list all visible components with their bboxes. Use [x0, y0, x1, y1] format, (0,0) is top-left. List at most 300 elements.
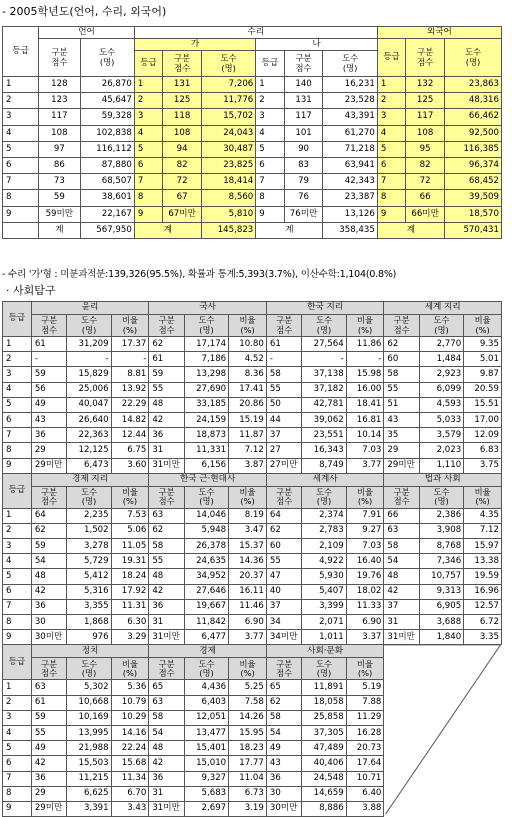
- ga-freq-cell: 23,825: [202, 157, 256, 173]
- cut-header: 구분 점수: [384, 486, 419, 508]
- cut-cell: 43: [266, 756, 301, 771]
- freq-cell: 33,185: [184, 397, 228, 412]
- freq-cell: 11,842: [184, 615, 228, 630]
- blank-cell: [3, 222, 39, 238]
- ratio-cell: 15.95: [229, 725, 267, 740]
- cut-cell: 42: [149, 584, 184, 599]
- ratio-cell: 10.80: [229, 337, 267, 352]
- freq-cell: 1,110: [419, 458, 463, 473]
- ga-freq-cell: 5,810: [202, 206, 256, 222]
- na-grade-cell: 3: [256, 109, 284, 125]
- foreign-cut-cell: 117: [406, 109, 445, 125]
- subject-header: 경제: [149, 645, 267, 658]
- cut-cell: 31미만: [149, 458, 184, 473]
- ratio-cell: 20.86: [229, 397, 267, 412]
- cut-cell: 61: [31, 337, 66, 352]
- foreign-cut-cell: 132: [406, 77, 445, 93]
- freq-cell: -: [67, 352, 111, 367]
- grade-cell: 4: [3, 725, 32, 740]
- cut-cell: 49: [266, 741, 301, 756]
- ratio-cell: 3.60: [111, 458, 149, 473]
- grade-cell: 7: [3, 771, 32, 786]
- grade-cell: 6: [3, 157, 39, 173]
- na-freq-cell: 61,270: [323, 125, 377, 141]
- cut-header: 구분 점수: [266, 486, 301, 508]
- ratio-cell: 20.73: [346, 741, 384, 756]
- cut-cell: 42: [149, 412, 184, 427]
- cut-cell: 47: [266, 569, 301, 584]
- freq-cell: 40,406: [302, 756, 346, 771]
- cut-header: 구분 점수: [31, 486, 66, 508]
- table-row: [3, 109, 502, 125]
- ratio-cell: 16.40: [346, 554, 384, 569]
- ratio-cell: 15.19: [229, 412, 267, 427]
- cut-cell: 37: [266, 428, 301, 443]
- freq-cell: 2,109: [302, 539, 346, 554]
- na-grade-header: 등급: [256, 51, 284, 77]
- freq-cell: 37,182: [302, 382, 346, 397]
- foreign-freq-cell: 92,500: [445, 125, 502, 141]
- cut-cell: 31미만: [149, 630, 184, 645]
- ratio-cell: 6.90: [346, 615, 384, 630]
- ratio-cell: 3.47: [229, 523, 267, 538]
- cut-cell: 60: [266, 539, 301, 554]
- freq-cell: 11,331: [184, 443, 228, 458]
- na-cut-cell: 131: [284, 93, 323, 109]
- foreign-grade-cell: 6: [377, 157, 405, 173]
- freq-cell: 5,407: [302, 584, 346, 599]
- foreign-freq-cell: 18,570: [445, 206, 502, 222]
- ratio-cell: 10.79: [111, 695, 149, 710]
- subject-header: 법과 사회: [384, 473, 502, 486]
- cut-cell: 62: [384, 337, 419, 352]
- ratio-cell: 19.59: [464, 569, 502, 584]
- ratio-cell: 3.43: [111, 801, 149, 816]
- ga-grade-cell: 7: [134, 174, 162, 190]
- table-row: [3, 382, 502, 397]
- ratio-cell: 18.02: [346, 584, 384, 599]
- lang-cut-cell: 123: [39, 93, 80, 109]
- math-ga-header: 가: [134, 39, 255, 51]
- cut-cell: 59: [149, 367, 184, 382]
- ratio-cell: 3.35: [464, 630, 502, 645]
- freq-cell: 7,186: [184, 352, 228, 367]
- cut-cell: 61: [149, 352, 184, 367]
- foreign-freq-cell: 68,452: [445, 174, 502, 190]
- cut-cell: 58: [266, 710, 301, 725]
- freq-cell: 11,891: [302, 680, 346, 695]
- ratio-cell: 11.29: [346, 710, 384, 725]
- cut-cell: 63: [149, 695, 184, 710]
- foreign-grade-header: 등급: [377, 39, 405, 77]
- ratio-header: 비율 (%): [111, 486, 149, 508]
- lang-freq-header: 도수 (명): [80, 39, 134, 77]
- grade-cell: 7: [3, 428, 32, 443]
- foreign-grade-cell: 8: [377, 190, 405, 206]
- subject-header: 한국 지리: [266, 302, 384, 315]
- freq-cell: 4,922: [302, 554, 346, 569]
- ratio-header: 비율 (%): [346, 486, 384, 508]
- freq-cell: 1,502: [67, 523, 111, 538]
- grade-cell: 7: [3, 174, 39, 190]
- na-freq-cell: 63,941: [323, 157, 377, 173]
- table-row: [3, 125, 502, 141]
- na-grade-cell: 8: [256, 190, 284, 206]
- ratio-cell: 22.29: [111, 397, 149, 412]
- grade-header: 등급: [3, 473, 32, 508]
- freq-cell: 14,046: [184, 508, 228, 523]
- cut-cell: 31미만: [149, 801, 184, 816]
- cut-cell: 31: [384, 615, 419, 630]
- cut-cell: 55: [266, 554, 301, 569]
- ratio-cell: 17.37: [111, 337, 149, 352]
- lang-freq-cell: 38,601: [80, 190, 134, 206]
- cut-cell: 29미만: [384, 458, 419, 473]
- ga-freq-cell: 15,702: [202, 109, 256, 125]
- subject-header: 윤리: [31, 302, 149, 315]
- freq-cell: 2,374: [302, 508, 346, 523]
- lang-cut-header: 구분 점수: [39, 39, 80, 77]
- table-row: [3, 174, 502, 190]
- ratio-cell: 17.77: [229, 756, 267, 771]
- na-cut-cell: 76: [284, 190, 323, 206]
- freq-cell: 12,051: [184, 710, 228, 725]
- ratio-cell: -: [111, 352, 149, 367]
- page-title: - 2005학년도(언어, 수리, 외국어): [2, 5, 167, 18]
- freq-cell: 1,840: [419, 630, 463, 645]
- subject-header: 세계사: [266, 473, 384, 486]
- freq-cell: 16,343: [302, 443, 346, 458]
- grade-cell: 2: [3, 93, 39, 109]
- freq-cell: 17,174: [184, 337, 228, 352]
- ga-cut-cell: 108: [163, 125, 202, 141]
- cut-cell: 58: [384, 539, 419, 554]
- freq-cell: 5,948: [184, 523, 228, 538]
- freq-cell: 39,062: [302, 412, 346, 427]
- lang-cut-cell: 73: [39, 174, 80, 190]
- table-row: [3, 458, 502, 473]
- cut-cell: 27: [266, 443, 301, 458]
- cut-cell: 37: [384, 599, 419, 614]
- lang-freq-cell: 116,112: [80, 141, 134, 157]
- na-cut-cell: 79: [284, 174, 323, 190]
- ga-grade-header: 등급: [134, 51, 162, 77]
- ga-freq-cell: 8,560: [202, 190, 256, 206]
- ratio-cell: 8.19: [229, 508, 267, 523]
- cut-cell: 64: [31, 508, 66, 523]
- lang-freq-cell: 102,838: [80, 125, 134, 141]
- lang-freq-cell: 68,507: [80, 174, 134, 190]
- cut-cell: 36: [31, 599, 66, 614]
- table-row: [3, 190, 502, 206]
- cut-cell: 61: [266, 337, 301, 352]
- ratio-cell: 6.73: [229, 786, 267, 801]
- table-row: [3, 397, 502, 412]
- cut-cell: 59: [31, 367, 66, 382]
- ratio-cell: 14.26: [229, 710, 267, 725]
- lang-freq-cell: 59,328: [80, 109, 134, 125]
- freq-cell: 47,489: [302, 741, 346, 756]
- cut-cell: 62: [266, 695, 301, 710]
- freq-cell: 40,047: [67, 397, 111, 412]
- freq-cell: 15,503: [67, 756, 111, 771]
- ratio-header: 비율 (%): [346, 658, 384, 680]
- grade-cell: 9: [3, 458, 32, 473]
- ratio-cell: 18.41: [346, 397, 384, 412]
- freq-cell: 6,403: [184, 695, 228, 710]
- ratio-cell: 3.77: [229, 630, 267, 645]
- cut-cell: 54: [149, 725, 184, 740]
- ratio-cell: 3.37: [346, 630, 384, 645]
- subject-header: 한국 근·현대사: [149, 473, 267, 486]
- grade-cell: 2: [3, 523, 32, 538]
- freq-cell: 26,640: [67, 412, 111, 427]
- ga-grade-cell: 3: [134, 109, 162, 125]
- subject-header: 사회·문화: [266, 645, 384, 658]
- na-grade-cell: 6: [256, 157, 284, 173]
- foreign-freq-cell: 96,374: [445, 157, 502, 173]
- lang-total: 567,950: [80, 222, 134, 238]
- freq-cell: 18,058: [302, 695, 346, 710]
- freq-header: 도수 (명): [419, 315, 463, 337]
- freq-cell: 5,033: [419, 412, 463, 427]
- freq-cell: 25,858: [302, 710, 346, 725]
- subject-header: 정치: [31, 645, 149, 658]
- ga-grade-cell: 9: [134, 206, 162, 222]
- ratio-cell: 5.06: [111, 523, 149, 538]
- ratio-cell: 12.57: [464, 599, 502, 614]
- freq-cell: 7,346: [419, 554, 463, 569]
- cut-cell: 54: [31, 554, 66, 569]
- freq-cell: 3,688: [419, 615, 463, 630]
- ratio-cell: 19.76: [346, 569, 384, 584]
- table-row: [3, 367, 502, 382]
- cut-header: 구분 점수: [384, 315, 419, 337]
- ratio-cell: 17.64: [346, 756, 384, 771]
- ratio-cell: 6.72: [464, 615, 502, 630]
- ratio-cell: 3.29: [111, 630, 149, 645]
- ratio-header: 비율 (%): [229, 658, 267, 680]
- ratio-cell: 9.35: [464, 337, 502, 352]
- ga-freq-cell: 24,043: [202, 125, 256, 141]
- math-header: 수리: [134, 27, 377, 39]
- grade-cell: 4: [3, 382, 32, 397]
- ratio-cell: 11.34: [111, 771, 149, 786]
- cut-cell: 42: [31, 584, 66, 599]
- na-grade-cell: 1: [256, 77, 284, 93]
- ratio-cell: 3.75: [464, 458, 502, 473]
- cut-cell: 31: [149, 615, 184, 630]
- freq-cell: 18,873: [184, 428, 228, 443]
- empty-area: [384, 645, 502, 817]
- freq-cell: 6,625: [67, 786, 111, 801]
- freq-cell: 25,006: [67, 382, 111, 397]
- subject-header: 국사: [149, 302, 267, 315]
- grade-cell: 2: [3, 352, 32, 367]
- na-grade-cell: 5: [256, 141, 284, 157]
- cut-cell: -: [31, 352, 66, 367]
- cut-cell: 31: [149, 443, 184, 458]
- freq-cell: 3,579: [419, 428, 463, 443]
- ratio-cell: 11.31: [111, 599, 149, 614]
- cut-cell: 27미만: [266, 458, 301, 473]
- table-row: [3, 539, 502, 554]
- cut-cell: 59: [31, 710, 66, 725]
- cut-cell: 49: [31, 397, 66, 412]
- ga-cut-cell: 125: [163, 93, 202, 109]
- ratio-cell: 16.00: [346, 382, 384, 397]
- foreign-header: 외국어: [377, 27, 501, 39]
- freq-cell: 15,010: [184, 756, 228, 771]
- freq-cell: 19,667: [184, 599, 228, 614]
- foreign-freq-header: 도수 (명): [445, 39, 502, 77]
- foreign-cut-cell: 72: [406, 174, 445, 190]
- freq-cell: 2,697: [184, 801, 228, 816]
- ratio-cell: 16.96: [464, 584, 502, 599]
- grade-header: 등급: [3, 27, 39, 77]
- freq-cell: 5,302: [67, 680, 111, 695]
- ratio-cell: 20.37: [229, 569, 267, 584]
- foreign-freq-cell: 23,863: [445, 77, 502, 93]
- cut-cell: 61: [31, 695, 66, 710]
- table-row: [3, 412, 502, 427]
- cut-cell: 29: [31, 786, 66, 801]
- grade-cell: 5: [3, 741, 32, 756]
- foreign-grade-cell: 4: [377, 125, 405, 141]
- na-grade-cell: 2: [256, 93, 284, 109]
- table-row: [3, 523, 502, 538]
- cut-header: 구분 점수: [149, 486, 184, 508]
- ratio-cell: 17.41: [229, 382, 267, 397]
- ratio-header: 비율 (%): [229, 315, 267, 337]
- foreign-cut-cell: 82: [406, 157, 445, 173]
- na-freq-cell: 16,231: [323, 77, 377, 93]
- grade-header: 등급: [3, 645, 32, 680]
- grade-header: 등급: [3, 302, 32, 337]
- grade-cell: 6: [3, 584, 32, 599]
- grade-cell: 1: [3, 680, 32, 695]
- ga-freq-header: 도수 (명): [202, 51, 256, 77]
- ratio-header: 비율 (%): [346, 315, 384, 337]
- ratio-cell: 11.46: [229, 599, 267, 614]
- ratio-cell: 16.28: [346, 725, 384, 740]
- cut-cell: 36: [266, 771, 301, 786]
- ga-grade-cell: 8: [134, 190, 162, 206]
- cut-cell: 29: [384, 443, 419, 458]
- lang-cut-cell: 59: [39, 190, 80, 206]
- cut-cell: 48: [31, 569, 66, 584]
- freq-cell: 13,477: [184, 725, 228, 740]
- ratio-cell: -: [346, 352, 384, 367]
- cut-cell: 43: [384, 412, 419, 427]
- lang-header: 언어: [39, 27, 135, 39]
- cut-cell: 42: [31, 756, 66, 771]
- na-cut-cell: 117: [284, 109, 323, 125]
- grade-cell: 8: [3, 443, 32, 458]
- cut-cell: 43: [31, 412, 66, 427]
- cut-cell: 58: [266, 367, 301, 382]
- foreign-grade-cell: 1: [377, 77, 405, 93]
- cut-cell: 63: [31, 680, 66, 695]
- cut-cell: 48: [384, 569, 419, 584]
- ratio-cell: 6.75: [111, 443, 149, 458]
- na-cut-header: 구분 점수: [284, 51, 323, 77]
- ratio-cell: 13.92: [111, 382, 149, 397]
- ratio-header: 비율 (%): [111, 315, 149, 337]
- ratio-cell: 7.12: [464, 523, 502, 538]
- freq-cell: 15,401: [184, 741, 228, 756]
- freq-cell: 976: [67, 630, 111, 645]
- cut-cell: -: [266, 352, 301, 367]
- freq-cell: 27,564: [302, 337, 346, 352]
- ratio-cell: 18.23: [229, 741, 267, 756]
- grade-cell: 4: [3, 125, 39, 141]
- na-freq-header: 도수 (명): [323, 51, 377, 77]
- table-row: [3, 337, 502, 352]
- cut-cell: 55: [266, 382, 301, 397]
- ratio-cell: 17.00: [464, 412, 502, 427]
- table-row: [3, 615, 502, 630]
- cut-cell: 42: [384, 584, 419, 599]
- ga-cut-cell: 82: [163, 157, 202, 173]
- grade-cell: 2: [3, 695, 32, 710]
- freq-cell: 4,593: [419, 397, 463, 412]
- cut-cell: 48: [149, 397, 184, 412]
- ratio-cell: 5.19: [346, 680, 384, 695]
- ratio-cell: 7.53: [111, 508, 149, 523]
- ga-freq-cell: 18,414: [202, 174, 256, 190]
- ratio-cell: 10.71: [346, 771, 384, 786]
- freq-cell: 34,952: [184, 569, 228, 584]
- freq-cell: 37,305: [302, 725, 346, 740]
- ratio-cell: 4.52: [229, 352, 267, 367]
- foreign-grade-cell: 2: [377, 93, 405, 109]
- lang-cut-cell: 128: [39, 77, 80, 93]
- foreign-cut-cell: 66미만: [406, 206, 445, 222]
- ga-cut-cell: 131: [163, 77, 202, 93]
- top-score-table: [2, 26, 502, 239]
- freq-cell: 31,209: [67, 337, 111, 352]
- foreign-cut-cell: 95: [406, 141, 445, 157]
- subject-header: 세계 지리: [384, 302, 502, 315]
- cut-cell: 36: [31, 771, 66, 786]
- grade-cell: 1: [3, 508, 32, 523]
- freq-cell: 9,327: [184, 771, 228, 786]
- total-label: 계: [39, 222, 80, 238]
- ratio-cell: 9.87: [464, 367, 502, 382]
- cut-cell: 54: [384, 554, 419, 569]
- foreign-freq-cell: 39,509: [445, 190, 502, 206]
- freq-cell: 8,886: [302, 801, 346, 816]
- grade-cell: 9: [3, 801, 32, 816]
- ratio-cell: 7.88: [346, 695, 384, 710]
- ga-grade-cell: 6: [134, 157, 162, 173]
- cut-cell: 36: [149, 771, 184, 786]
- freq-cell: 9,313: [419, 584, 463, 599]
- ratio-cell: 15.97: [464, 539, 502, 554]
- cut-cell: 62: [149, 337, 184, 352]
- freq-cell: 24,548: [302, 771, 346, 786]
- ga-cut-cell: 72: [163, 174, 202, 190]
- freq-cell: 13,995: [67, 725, 111, 740]
- freq-cell: 6,156: [184, 458, 228, 473]
- grade-cell: 8: [3, 615, 32, 630]
- cut-cell: 55: [31, 725, 66, 740]
- grade-cell: 5: [3, 141, 39, 157]
- freq-cell: 3,908: [419, 523, 463, 538]
- table-row: [3, 77, 502, 93]
- cut-cell: 48: [149, 569, 184, 584]
